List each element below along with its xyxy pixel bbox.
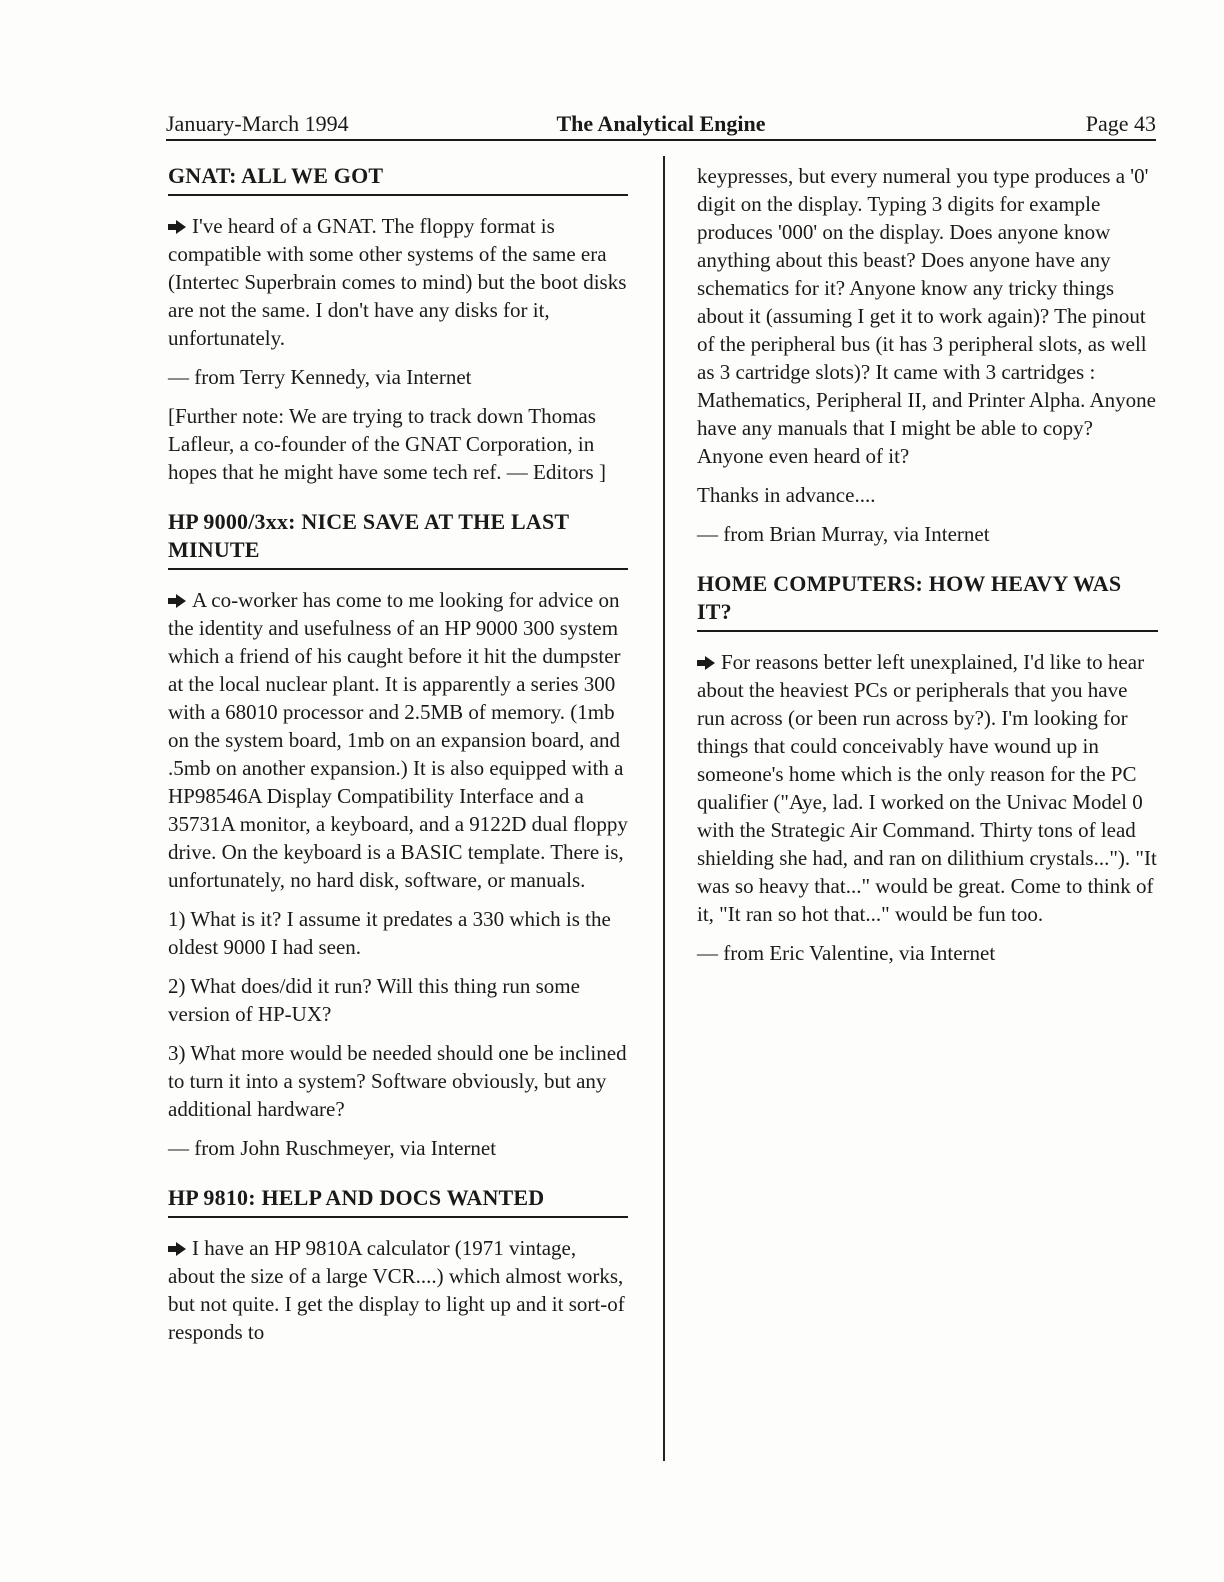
article-hp9810 [168,1184,628,1346]
article-paragraph: For reasons better left unexplained, I'd like to hear about the heaviest PCs or peripherals that you have run across (or been run across by?). I'm looking for things that could conceivably have wound up in someone's home which is the only reason for the PC qualifier ("Aye, lad. I worked on the Univac Model 0 with the Strategic Air Command. Thirty tons of lead shielding she had, and ran on dilithium crystals..."). "It was so heavy that..." would be great. Come to think of it, "It ran so hot that..." would be fun too. [697,650,1157,926]
issue-date: January-March 1994 [166,111,349,136]
arrow-icon [168,1242,186,1256]
arrow-icon [168,220,186,234]
article-paragraph: I've heard of a GNAT. The floppy format is compatible with some other systems of the same era (Intertec Superbrain comes to mind) but the boot disks are not the same. I don't have any disks for it, unfortunately. [168,214,627,350]
article-heading: HP 9000/3xx: NICE SAVE AT THE LAST MINUTE [168,508,628,570]
publication-title: The Analytical Engine [556,111,766,136]
article-heading: GNAT: ALL WE GOT [168,162,628,196]
article-paragraph: A co-worker has come to me looking for advice on the identity and usefulness of an HP 9000 300 system which a friend of his caught before it hit the dumpster at the local nuclear plant. It is apparently a series 300 with a 68010 processor and 2.5MB of memory. (1mb on the system board, 1mb on an expansion board, and .5mb on another expansion.) It is also equipped with a HP98546A Display Compatibility Interface and a 35731A monitor, a keyboard, and a 9122D dual floppy drive. On the keyboard is a BASIC template. There is, unfortunately, no hard disk, software, or manuals. [168,588,628,892]
article-paragraph: I have an HP 9810A calculator (1971 vintage, about the size of a large VCR....) which almost works, but not quite. I get the display to light up and it sort-of responds to [168,1236,625,1344]
article-hp9000 [168,508,628,1162]
article-paragraph-continued: keypresses, but every numeral you type produces a '0' digit on the display. Typing 3 digits for example produces '000' on the display. Does anyone know anything about this beast? Does anyone have any schematics for it? Anyone know any tricky things about it (assuming I get it to work again)? The pinout of the peripheral bus (it has 3 peripheral slots, as well as 3 cartridge slots)? It came with 3 cartridges : Mathematics, Peripheral II, and Printer Alpha. Anyone have any manuals that I might be able to copy? Anyone even heard of it? [697,164,1156,468]
page-number: Page 43 [1085,111,1156,136]
question-3: 3) What more would be needed should one be inclined to turn it into a system? Software obviously, but any additional hardware? [168,1041,627,1121]
article-home-computers [697,570,1158,967]
attribution: — from Eric Valentine, via Internet [697,941,996,965]
editor-note: [Further note: We are trying to track down Thomas Lafleur, a co-founder of the GNAT Corporation, in hopes that he might have some tech ref. — Editors ] [168,404,606,484]
article-gnat [168,162,628,486]
article-hp9810-continued [697,162,1158,548]
attribution: — from Brian Murray, via Internet [697,522,990,546]
thanks-line: Thanks in advance.... [697,483,876,507]
page-header [166,111,1156,141]
attribution: — from John Ruschmeyer, via Internet [168,1136,497,1160]
attribution: — from Terry Kennedy, via Internet [168,365,472,389]
question-2: 2) What does/did it run? Will this thing run some version of HP-UX? [168,974,580,1026]
article-heading: HOME COMPUTERS: HOW HEAVY WAS IT? [697,570,1158,632]
column-divider [663,156,665,1461]
article-heading: HP 9810: HELP AND DOCS WANTED [168,1184,628,1218]
arrow-icon [697,656,715,670]
arrow-icon [168,594,186,608]
right-column [697,162,1158,989]
left-column [168,162,628,1368]
question-1: 1) What is it? I assume it predates a 330 which is the oldest 9000 I had seen. [168,907,611,959]
